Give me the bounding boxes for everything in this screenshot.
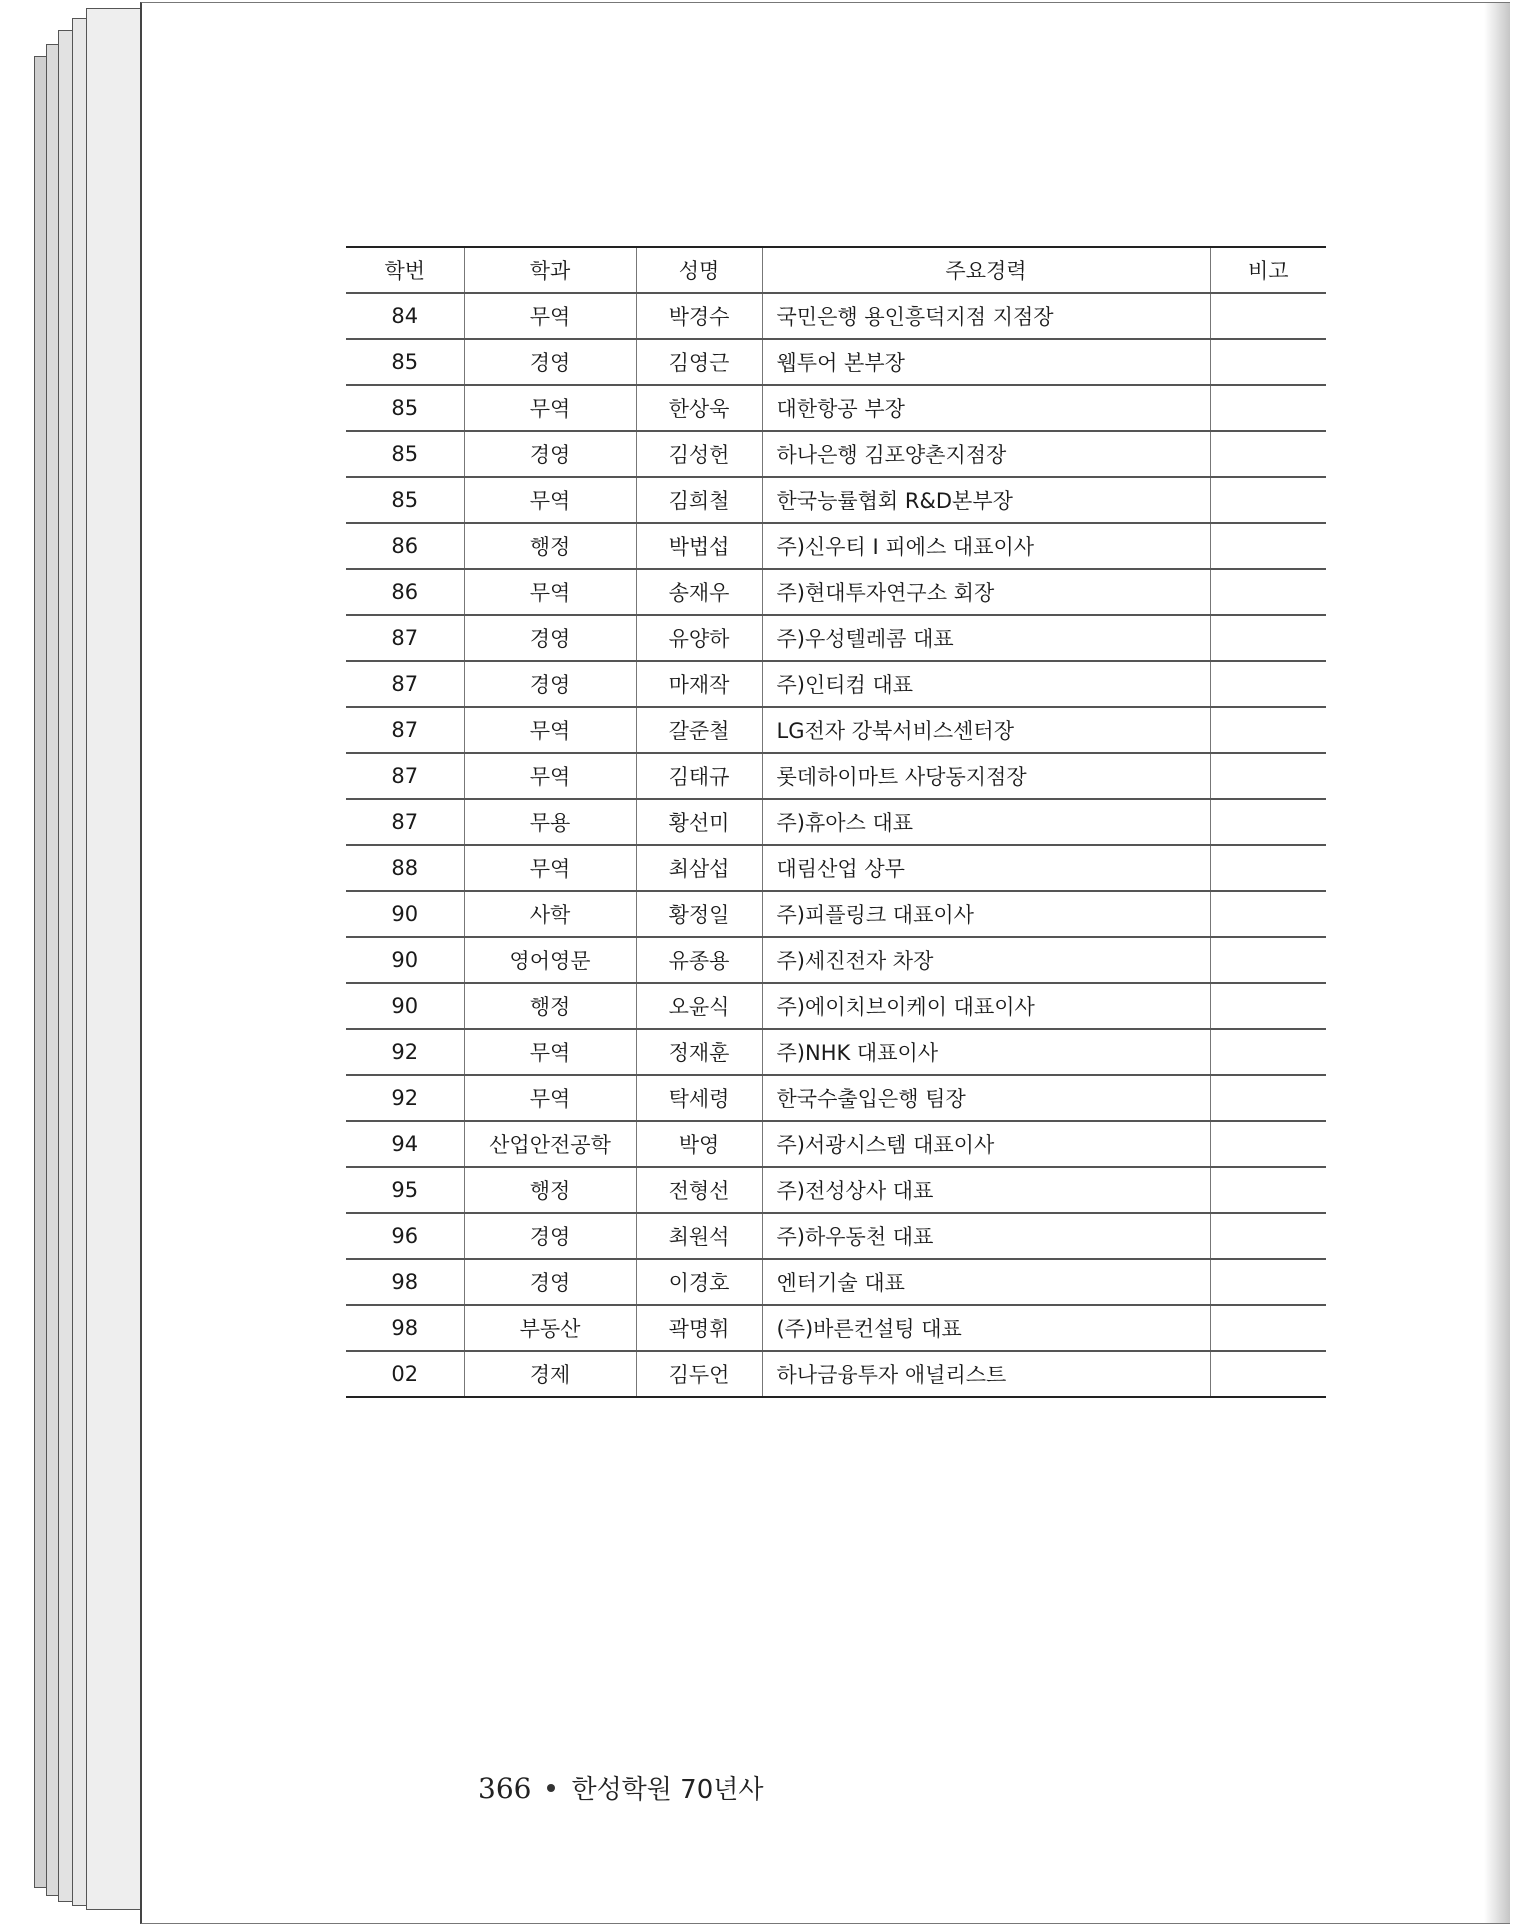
- cell-name: 유양하: [636, 615, 762, 661]
- cell-student-year: 92: [346, 1029, 464, 1075]
- cell-student-year: 94: [346, 1121, 464, 1167]
- cell-remarks: [1210, 615, 1326, 661]
- cell-remarks: [1210, 1075, 1326, 1121]
- cell-name: 김영근: [636, 339, 762, 385]
- cell-student-year: 86: [346, 569, 464, 615]
- cell-name: 최원석: [636, 1213, 762, 1259]
- cell-department: 산업안전공학: [464, 1121, 636, 1167]
- cell-career: 하나금융투자 애널리스트: [762, 1351, 1210, 1397]
- table-row: [346, 523, 1326, 569]
- cell-remarks: [1210, 339, 1326, 385]
- table-row: [346, 1029, 1326, 1075]
- cell-department: 무용: [464, 799, 636, 845]
- cell-remarks: [1210, 753, 1326, 799]
- cell-remarks: [1210, 1305, 1326, 1351]
- cell-name: 송재우: [636, 569, 762, 615]
- table-row: [346, 937, 1326, 983]
- cell-department: 행정: [464, 983, 636, 1029]
- cell-student-year: 90: [346, 983, 464, 1029]
- cell-name: 박영: [636, 1121, 762, 1167]
- cell-name: 황정일: [636, 891, 762, 937]
- cell-name: 정재훈: [636, 1029, 762, 1075]
- cell-name: 김성헌: [636, 431, 762, 477]
- cell-student-year: 98: [346, 1259, 464, 1305]
- cell-student-year: 88: [346, 845, 464, 891]
- header-student-year: 학번: [346, 247, 464, 293]
- cell-career: 국민은행 용인흥덕지점 지점장: [762, 293, 1210, 339]
- cell-student-year: 85: [346, 339, 464, 385]
- cell-remarks: [1210, 799, 1326, 845]
- cell-career: 한국능률협회 R&D본부장: [762, 477, 1210, 523]
- cell-name: 황선미: [636, 799, 762, 845]
- cell-name: 김두언: [636, 1351, 762, 1397]
- cell-career: 주)전성상사 대표: [762, 1167, 1210, 1213]
- cell-remarks: [1210, 477, 1326, 523]
- table-row: [346, 385, 1326, 431]
- cell-career: 대한항공 부장: [762, 385, 1210, 431]
- table-row: [346, 431, 1326, 477]
- page-shadow: [1484, 3, 1510, 1923]
- cell-student-year: 87: [346, 799, 464, 845]
- cell-student-year: 87: [346, 661, 464, 707]
- cell-career: 주)에이치브이케이 대표이사: [762, 983, 1210, 1029]
- cell-student-year: 87: [346, 753, 464, 799]
- cell-department: 사학: [464, 891, 636, 937]
- cell-remarks: [1210, 707, 1326, 753]
- cell-student-year: 96: [346, 1213, 464, 1259]
- cell-department: 무역: [464, 477, 636, 523]
- cell-remarks: [1210, 1259, 1326, 1305]
- bullet-dot: [547, 1784, 555, 1792]
- cell-department: 경영: [464, 615, 636, 661]
- cell-career: 주)우성텔레콤 대표: [762, 615, 1210, 661]
- cell-name: 마재작: [636, 661, 762, 707]
- cell-student-year: 95: [346, 1167, 464, 1213]
- table-row: [346, 339, 1326, 385]
- alumni-table: [346, 246, 1326, 1398]
- table-row: [346, 1167, 1326, 1213]
- cell-student-year: 02: [346, 1351, 464, 1397]
- cell-remarks: [1210, 891, 1326, 937]
- table-row: [346, 1213, 1326, 1259]
- cell-remarks: [1210, 1167, 1326, 1213]
- table-row: [346, 293, 1326, 339]
- cell-student-year: 85: [346, 385, 464, 431]
- header-department: 학과: [464, 247, 636, 293]
- cell-student-year: 87: [346, 615, 464, 661]
- cell-student-year: 86: [346, 523, 464, 569]
- cell-career: 웹투어 본부장: [762, 339, 1210, 385]
- cell-student-year: 85: [346, 431, 464, 477]
- cell-student-year: 90: [346, 891, 464, 937]
- cell-career: 엔터기술 대표: [762, 1259, 1210, 1305]
- cell-remarks: [1210, 569, 1326, 615]
- cell-department: 경제: [464, 1351, 636, 1397]
- cell-remarks: [1210, 293, 1326, 339]
- table-row: [346, 707, 1326, 753]
- table-body: [346, 293, 1326, 1397]
- cell-remarks: [1210, 523, 1326, 569]
- header-career: 주요경력: [762, 247, 1210, 293]
- table-row: [346, 661, 1326, 707]
- cell-student-year: 87: [346, 707, 464, 753]
- cell-student-year: 92: [346, 1075, 464, 1121]
- table-row: [346, 1259, 1326, 1305]
- book-page: [140, 2, 1510, 1924]
- cell-remarks: [1210, 1351, 1326, 1397]
- cell-department: 무역: [464, 1029, 636, 1075]
- cell-student-year: 84: [346, 293, 464, 339]
- table-row: [346, 1305, 1326, 1351]
- cell-career: 한국수출입은행 팀장: [762, 1075, 1210, 1121]
- cell-department: 무역: [464, 1075, 636, 1121]
- cell-career: 주)하우동천 대표: [762, 1213, 1210, 1259]
- cell-department: 경영: [464, 1259, 636, 1305]
- cell-career: 주)신우티 I 피에스 대표이사: [762, 523, 1210, 569]
- cell-career: 주)피플링크 대표이사: [762, 891, 1210, 937]
- table-row: [346, 983, 1326, 1029]
- cell-name: 김희철: [636, 477, 762, 523]
- cell-department: 경영: [464, 661, 636, 707]
- table-row: [346, 799, 1326, 845]
- cell-career: 주)인티컴 대표: [762, 661, 1210, 707]
- cell-remarks: [1210, 385, 1326, 431]
- cell-department: 경영: [464, 339, 636, 385]
- table-row: [346, 1121, 1326, 1167]
- book-title: 한성학원 70년사: [571, 1775, 764, 1805]
- cell-career: (주)바른컨설팅 대표: [762, 1305, 1210, 1351]
- cell-department: 무역: [464, 569, 636, 615]
- cell-career: 주)휴아스 대표: [762, 799, 1210, 845]
- table-row: [346, 891, 1326, 937]
- cell-name: 박법섭: [636, 523, 762, 569]
- cell-name: 최삼섭: [636, 845, 762, 891]
- cell-name: 갈준철: [636, 707, 762, 753]
- page-number: 366: [478, 1772, 532, 1805]
- cell-career: 대림산업 상무: [762, 845, 1210, 891]
- table-header-row: [346, 247, 1326, 293]
- cell-career: 하나은행 김포양촌지점장: [762, 431, 1210, 477]
- cell-department: 무역: [464, 845, 636, 891]
- cell-remarks: [1210, 937, 1326, 983]
- table-row: [346, 753, 1326, 799]
- cell-department: 무역: [464, 293, 636, 339]
- table-row: [346, 615, 1326, 661]
- cell-remarks: [1210, 983, 1326, 1029]
- cell-name: 오윤식: [636, 983, 762, 1029]
- cell-remarks: [1210, 1121, 1326, 1167]
- cell-department: 행정: [464, 1167, 636, 1213]
- cell-name: 전형선: [636, 1167, 762, 1213]
- header-remarks: 비고: [1210, 247, 1326, 293]
- table-row: [346, 845, 1326, 891]
- cell-career: 주)현대투자연구소 회장: [762, 569, 1210, 615]
- page-footer: [478, 1769, 764, 1806]
- cell-department: 경영: [464, 431, 636, 477]
- cell-career: 주)세진전자 차장: [762, 937, 1210, 983]
- cell-student-year: 90: [346, 937, 464, 983]
- cell-department: 무역: [464, 707, 636, 753]
- cell-name: 곽명휘: [636, 1305, 762, 1351]
- cell-career: LG전자 강북서비스센터장: [762, 707, 1210, 753]
- cell-name: 김태규: [636, 753, 762, 799]
- cell-name: 박경수: [636, 293, 762, 339]
- table-row: [346, 1075, 1326, 1121]
- cell-department: 무역: [464, 385, 636, 431]
- cell-student-year: 85: [346, 477, 464, 523]
- cell-remarks: [1210, 661, 1326, 707]
- cell-department: 부동산: [464, 1305, 636, 1351]
- cell-career: 롯데하이마트 사당동지점장: [762, 753, 1210, 799]
- table-row: [346, 1351, 1326, 1397]
- cell-department: 무역: [464, 753, 636, 799]
- cell-name: 한상욱: [636, 385, 762, 431]
- cell-name: 탁세령: [636, 1075, 762, 1121]
- cell-department: 영어영문: [464, 937, 636, 983]
- table-row: [346, 477, 1326, 523]
- cell-name: 이경호: [636, 1259, 762, 1305]
- table-row: [346, 569, 1326, 615]
- cell-department: 경영: [464, 1213, 636, 1259]
- cell-department: 행정: [464, 523, 636, 569]
- cell-remarks: [1210, 431, 1326, 477]
- cell-student-year: 98: [346, 1305, 464, 1351]
- cell-remarks: [1210, 1029, 1326, 1075]
- header-name: 성명: [636, 247, 762, 293]
- cell-remarks: [1210, 845, 1326, 891]
- cell-name: 유종용: [636, 937, 762, 983]
- cell-career: 주)서광시스템 대표이사: [762, 1121, 1210, 1167]
- cell-remarks: [1210, 1213, 1326, 1259]
- cell-career: 주)NHK 대표이사: [762, 1029, 1210, 1075]
